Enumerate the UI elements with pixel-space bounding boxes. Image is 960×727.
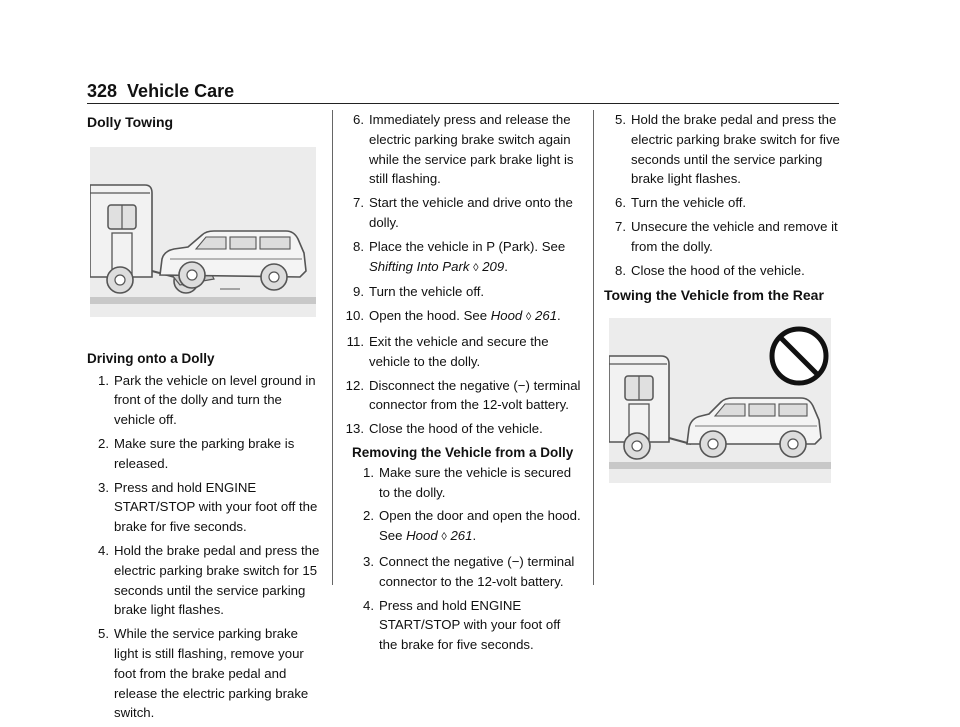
list-item: 6. Immediately press and release the electric parking brake switch again while the service park brake light is still flashing. [353,112,574,187]
list-item: 5. While the service parking brake light is still flashing, remove your foot from the brake pedal and release the electric parking brake switch. [98,626,309,721]
subheading-driving-onto-dolly: Driving onto a Dolly [87,350,215,366]
cross-reference-link[interactable]: Hood [406,528,438,544]
list-item: 2. Make sure the parking brake is released. [98,435,295,471]
list-item: 7. Unsecure the vehicle and remove it from the dolly. [615,218,838,254]
list-item: 4. Press and hold ENGINE START/STOP with your foot off the brake for five seconds. [363,597,561,653]
page-reference[interactable]: 209 [482,258,505,274]
list-item: 8. Close the hood of the vehicle. [615,262,805,278]
section-heading-towing-from-rear: Towing the Vehicle from the Rear [604,287,824,304]
steps-list-continued-2 [604,110,840,280]
list-item: 5. Hold the brake pedal and press the electric parking brake switch for five seconds until the service parking brake light flashes. [615,112,840,187]
steps-list-driving-onto-dolly [87,371,325,724]
header-rule [87,103,839,104]
list-item: 4. Hold the brake pedal and press the electric parking brake switch for 15 seconds until the service parking brake light flashes. [98,542,320,618]
dolly-towing-illustration [90,147,316,317]
page-ref-icon: ◊ [525,311,532,324]
page-header [87,81,234,102]
steps-list-continued [342,110,582,439]
list-item: 1. Park the vehicle on level ground in front of the dolly and turn the vehicle off. [98,372,316,428]
list-item: 10. Open the hood. See Hood ◊ 261. [345,308,561,324]
page-number: 328 [87,81,118,101]
list-item: 9. Turn the vehicle off. [353,284,485,300]
list-item: 3. Press and hold ENGINE START/STOP with your foot off the brake for five seconds. [98,479,318,535]
column-2 [342,110,582,659]
cross-reference-link[interactable]: Shifting Into Park [369,258,470,274]
section-title: Vehicle Care [127,81,235,101]
list-item: 3. Connect the negative (−) terminal connector to the 12-volt battery. [363,553,575,589]
list-item: 6. Turn the vehicle off. [615,195,747,211]
page-ref-icon: ◊ [473,261,479,274]
section-heading-dolly-towing: Dolly Towing [87,114,174,130]
list-item: 13. Close the hood of the vehicle. [345,421,543,437]
steps-list-removing-vehicle [342,463,582,655]
cross-reference-link[interactable]: Hood [490,308,523,324]
page-ref-icon: ◊ [441,531,447,544]
list-item: 12. Disconnect the negative (−) terminal connector from the 12-volt battery. [345,377,581,413]
rear-towing-prohibited-illustration [609,318,831,483]
column-divider-2 [593,110,594,585]
list-item: 2. Open the door and open the hood. See Hood ◊ 261. [363,508,581,544]
column-divider-1 [332,110,333,585]
list-item: 8. Place the vehicle in P (Park). See Shifting Into Park ◊ 209. [353,238,566,274]
column-3 [604,110,840,483]
page-reference[interactable]: 261 [450,528,473,544]
column-1 [87,110,325,727]
subheading-removing-vehicle: Removing the Vehicle from a Dolly [352,444,574,460]
list-item: 1. Make sure the vehicle is secured to the dolly. [363,464,572,500]
list-item: 11. Exit the vehicle and secure the vehicle to the dolly. [346,333,549,369]
list-item: 7. Start the vehicle and drive onto the dolly. [353,195,573,230]
page-reference[interactable]: 261 [535,308,558,324]
